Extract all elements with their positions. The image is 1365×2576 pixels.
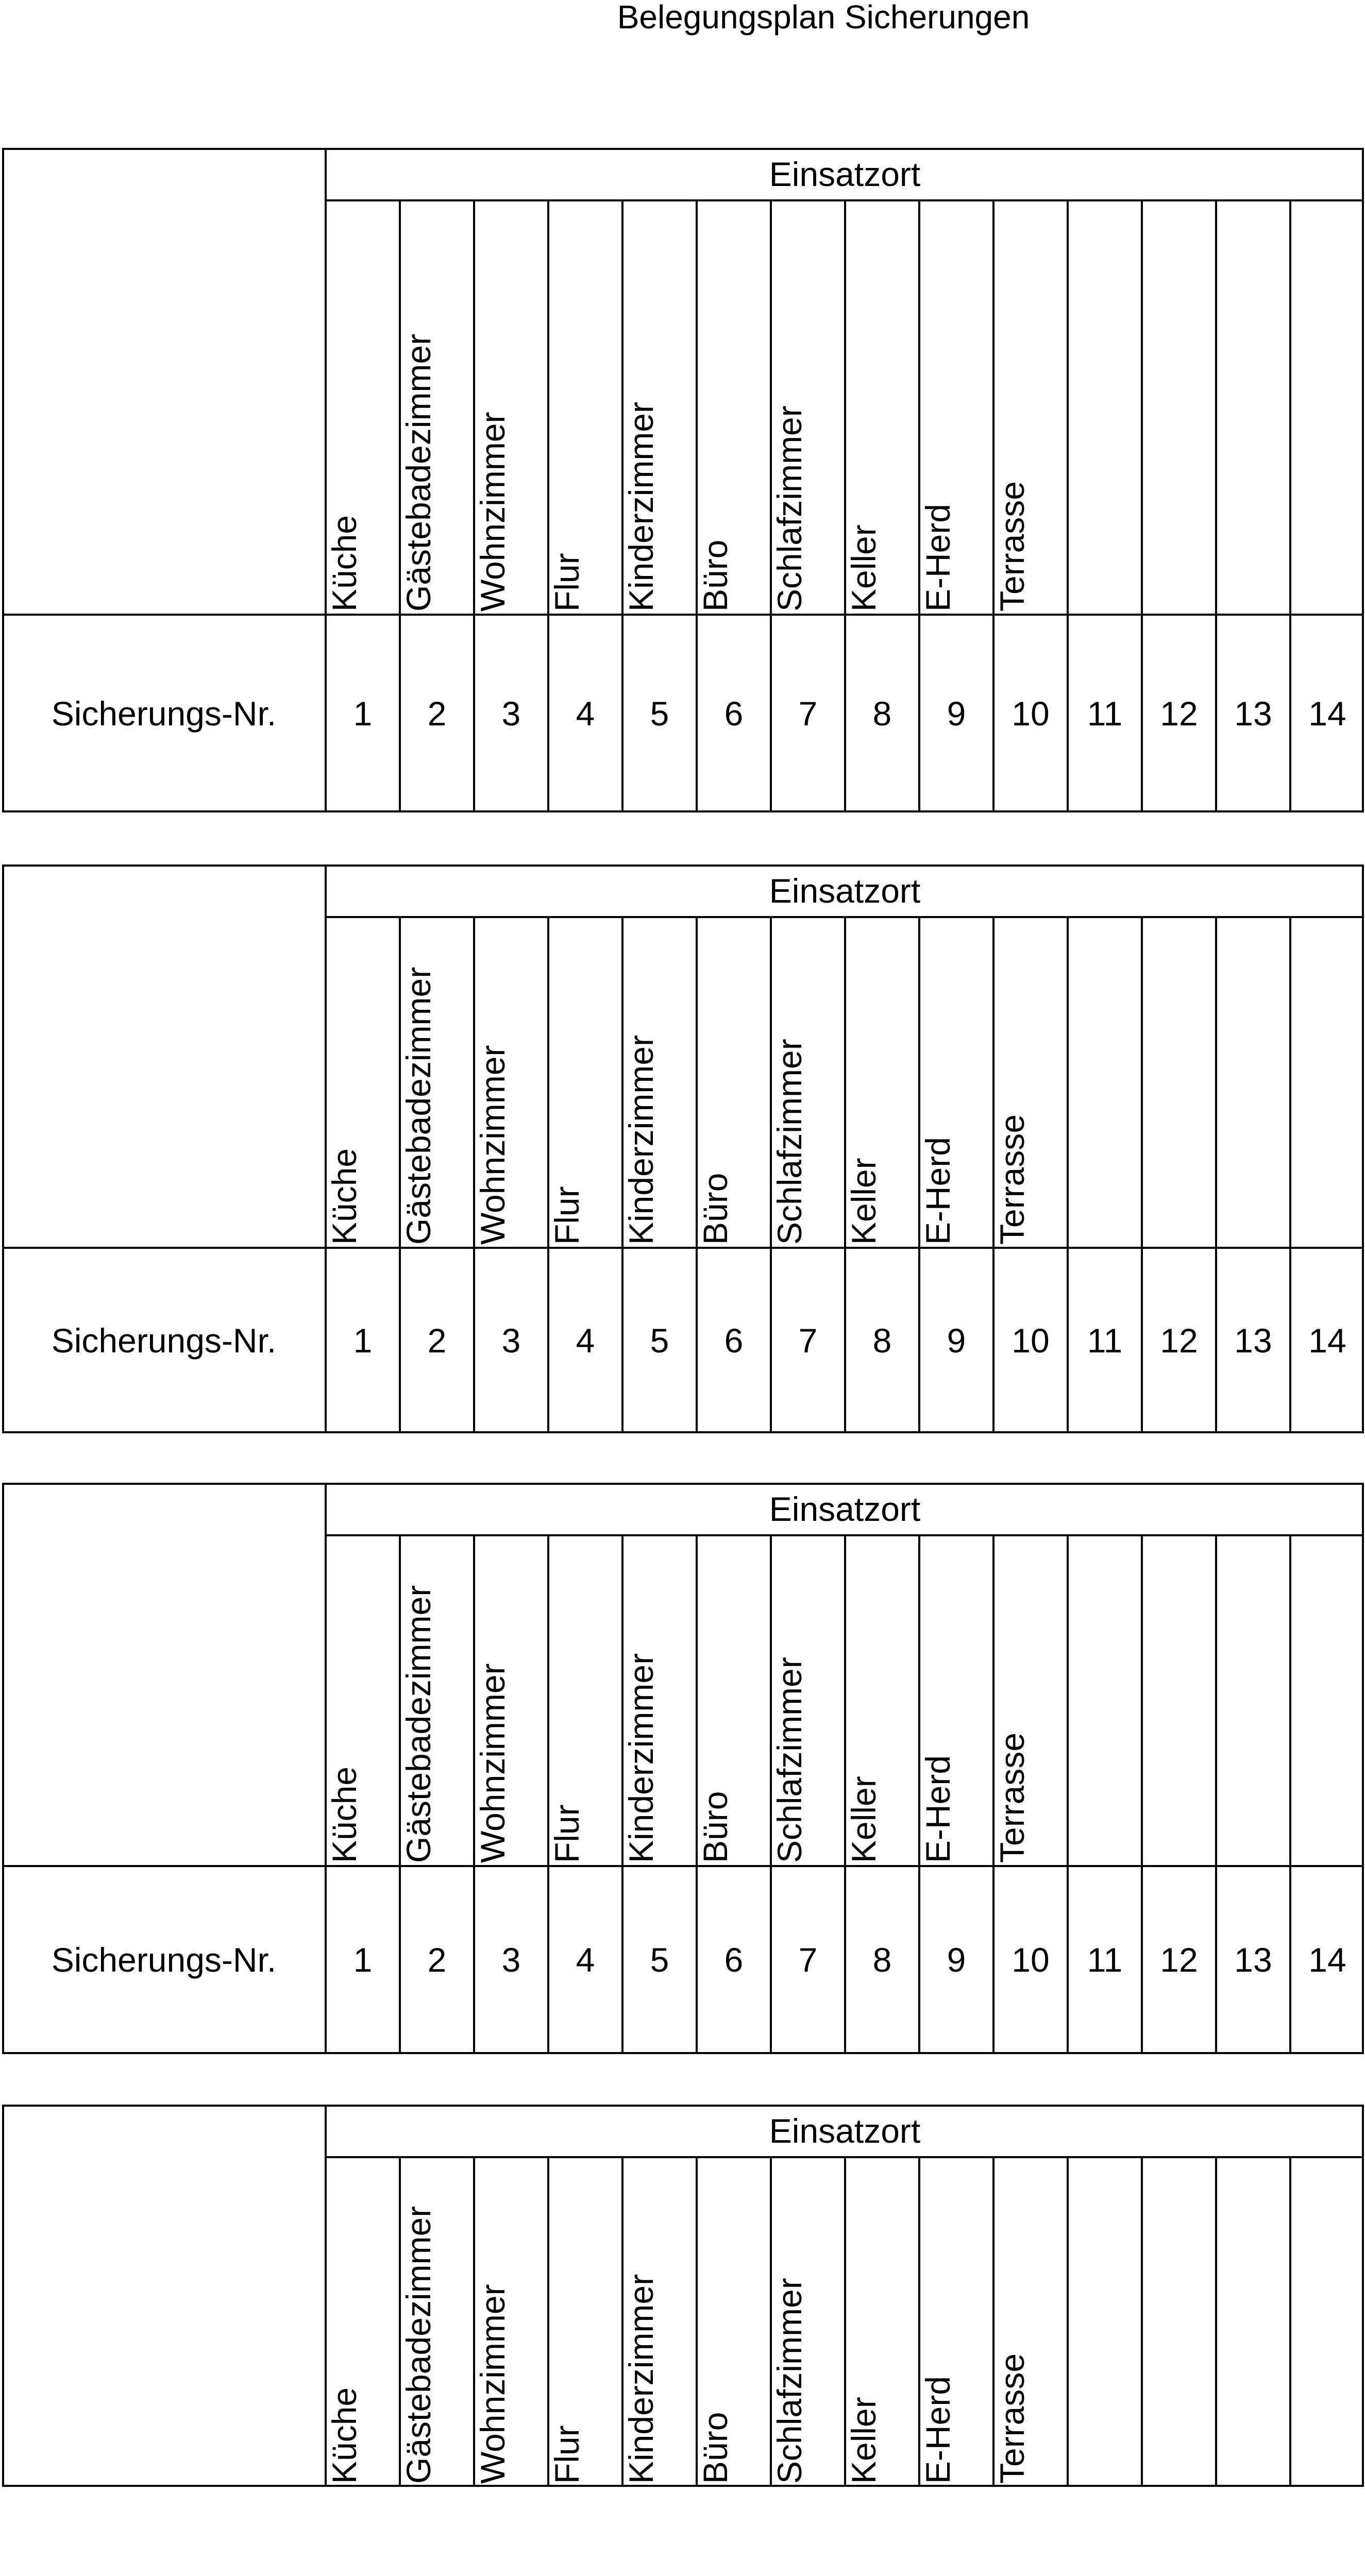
room-cell (474, 1535, 548, 1866)
room-label: Schlafzimmer (770, 2278, 808, 2484)
room-cell (1068, 917, 1142, 1248)
fuse-number: 8 (872, 1941, 892, 1979)
room-cell (1142, 2157, 1216, 2487)
room-cell (771, 2157, 845, 2487)
fuse-number: 6 (724, 1941, 744, 1979)
room-label: Keller (845, 1776, 883, 1863)
room-cell (697, 2157, 771, 2487)
room-cell (697, 917, 771, 1248)
room-cell (622, 917, 697, 1248)
room-label: Schlafzimmer (770, 1657, 808, 1863)
room-cell (771, 200, 845, 615)
room-label: Flur (548, 553, 586, 612)
fuse-number: 3 (501, 1941, 521, 1979)
room-cell (326, 200, 400, 615)
room-label: Küche (325, 1766, 363, 1863)
fuse-number: 1 (353, 694, 373, 733)
room-label: Flur (548, 1804, 586, 1863)
room-cell (845, 1535, 919, 1866)
room-label: Schlafzimmer (770, 405, 808, 612)
room-label: Kinderzimmer (622, 1035, 660, 1245)
room-label: Büro (696, 1791, 734, 1863)
fuse-number: 12 (1160, 1941, 1198, 1979)
room-label: Keller (845, 1158, 883, 1245)
fuse-table (2, 148, 1364, 812)
fuse-number: 11 (1087, 1321, 1123, 1360)
fuse-table (2, 1483, 1364, 2054)
room-cell (548, 1535, 622, 1866)
room-label: Terrasse (993, 481, 1031, 612)
room-label: Wohnzimmer (474, 2284, 512, 2484)
fuse-number: 12 (1160, 694, 1198, 733)
einsatzort-header: Einsatzort (769, 2112, 921, 2150)
fuse-number: 14 (1308, 1941, 1346, 1979)
fuse-number: 6 (724, 1321, 744, 1360)
fuse-number: 9 (947, 1941, 966, 1979)
room-cell (845, 2157, 919, 2487)
room-label: Wohnzimmer (474, 1663, 512, 1863)
fuse-number: 10 (1012, 1941, 1050, 1979)
room-label: Terrasse (993, 1114, 1031, 1245)
room-cell (845, 200, 919, 615)
room-cell (771, 1535, 845, 1866)
room-label: Wohnzimmer (474, 412, 512, 612)
room-label: Büro (696, 539, 734, 612)
fuse-number: 2 (427, 1941, 447, 1979)
room-cell (622, 200, 697, 615)
room-cell (1068, 2157, 1142, 2487)
fuse-number: 5 (650, 694, 669, 733)
room-cell (919, 1535, 993, 1866)
fuse-table (2, 2105, 1364, 2487)
room-cell (919, 2157, 993, 2487)
room-cell (548, 200, 622, 615)
room-cell (919, 917, 993, 1248)
room-cell (326, 917, 400, 1248)
fuse-number: 7 (798, 694, 818, 733)
fuse-number: 6 (724, 694, 744, 733)
room-label: Gästebadezimmer (399, 967, 437, 1245)
fuse-number: 5 (650, 1941, 669, 1979)
room-cell (400, 2157, 474, 2487)
room-label: E-Herd (919, 1137, 957, 1245)
room-label: Küche (325, 515, 363, 612)
room-label: Terrasse (993, 1732, 1031, 1863)
einsatzort-header: Einsatzort (769, 1490, 921, 1528)
einsatzort-header: Einsatzort (769, 155, 921, 193)
room-cell (622, 2157, 697, 2487)
row-label: Sicherungs-Nr. (51, 694, 277, 733)
fuse-number: 1 (353, 1941, 373, 1979)
room-label: Büro (696, 1173, 734, 1245)
room-cell (1290, 917, 1364, 1248)
fuse-number: 14 (1308, 694, 1346, 733)
room-cell (400, 200, 474, 615)
fuse-number: 7 (798, 1321, 818, 1360)
page-title: Belegungsplan Sicherungen (617, 0, 1030, 36)
room-cell (1290, 2157, 1364, 2487)
room-cell (771, 917, 845, 1248)
fuse-number: 12 (1160, 1321, 1198, 1360)
room-label: Flur (548, 1186, 586, 1245)
fuse-number: 13 (1234, 1321, 1272, 1360)
fuse-number: 8 (872, 1321, 892, 1360)
room-cell (400, 917, 474, 1248)
room-cell (1290, 200, 1364, 615)
fuse-number: 7 (798, 1941, 818, 1979)
room-label: Terrasse (993, 2353, 1031, 2484)
fuse-number: 11 (1087, 694, 1123, 733)
fuse-number: 10 (1012, 694, 1050, 733)
room-label: Kinderzimmer (622, 401, 660, 612)
room-cell (548, 917, 622, 1248)
fuse-number: 2 (427, 694, 447, 733)
fuse-number: 4 (576, 1941, 595, 1979)
fuse-number: 5 (650, 1321, 669, 1360)
room-cell (845, 917, 919, 1248)
room-cell (474, 2157, 548, 2487)
room-label: Büro (696, 2412, 734, 2484)
einsatzort-header: Einsatzort (769, 872, 921, 910)
room-cell (697, 200, 771, 615)
room-label: Schlafzimmer (770, 1039, 808, 1245)
fuse-number: 11 (1087, 1941, 1123, 1979)
fuse-number: 14 (1308, 1321, 1346, 1360)
room-cell (993, 2157, 1068, 2487)
room-cell (1216, 1535, 1290, 1866)
fuse-number: 10 (1012, 1321, 1050, 1360)
room-label: Gästebadezimmer (399, 333, 437, 612)
room-cell (1142, 200, 1216, 615)
room-cell (622, 1535, 697, 1866)
room-cell (993, 917, 1068, 1248)
fuse-number: 3 (501, 694, 521, 733)
fuse-number: 13 (1234, 694, 1272, 733)
room-cell (993, 1535, 1068, 1866)
fuse-number: 13 (1234, 1941, 1272, 1979)
fuse-number: 4 (576, 1321, 595, 1360)
room-label: Küche (325, 1148, 363, 1245)
room-cell (1290, 1535, 1364, 1866)
fuse-number: 8 (872, 694, 892, 733)
room-cell (1068, 1535, 1142, 1866)
room-cell (474, 917, 548, 1248)
room-label: Wohnzimmer (474, 1045, 512, 1245)
room-cell (1068, 200, 1142, 615)
room-cell (1142, 917, 1216, 1248)
fuse-number: 1 (353, 1321, 373, 1360)
fuse-table (2, 865, 1364, 1433)
room-cell (993, 200, 1068, 615)
fuse-number: 2 (427, 1321, 447, 1360)
row-label: Sicherungs-Nr. (51, 1321, 277, 1360)
room-label: Kinderzimmer (622, 1653, 660, 1863)
room-label: Flur (548, 2425, 586, 2484)
room-label: E-Herd (919, 1755, 957, 1863)
room-cell (697, 1535, 771, 1866)
room-cell (326, 2157, 400, 2487)
room-cell (400, 1535, 474, 1866)
room-label: Kinderzimmer (622, 2274, 660, 2484)
fuse-number: 9 (947, 694, 966, 733)
room-cell (1216, 2157, 1290, 2487)
room-label: Keller (845, 2397, 883, 2484)
room-cell (1216, 200, 1290, 615)
room-label: Keller (845, 524, 883, 612)
room-cell (326, 1535, 400, 1866)
room-label: E-Herd (919, 503, 957, 612)
fuse-number: 9 (947, 1321, 966, 1360)
room-cell (1142, 1535, 1216, 1866)
fuse-number: 3 (501, 1321, 521, 1360)
room-cell (548, 2157, 622, 2487)
room-label: Gästebadezimmer (399, 1585, 437, 1863)
row-label: Sicherungs-Nr. (51, 1941, 277, 1979)
room-label: E-Herd (919, 2376, 957, 2484)
room-label: Küche (325, 2387, 363, 2484)
room-label: Gästebadezimmer (399, 2206, 437, 2484)
room-cell (1216, 917, 1290, 1248)
room-cell (919, 200, 993, 615)
room-cell (474, 200, 548, 615)
fuse-number: 4 (576, 694, 595, 733)
